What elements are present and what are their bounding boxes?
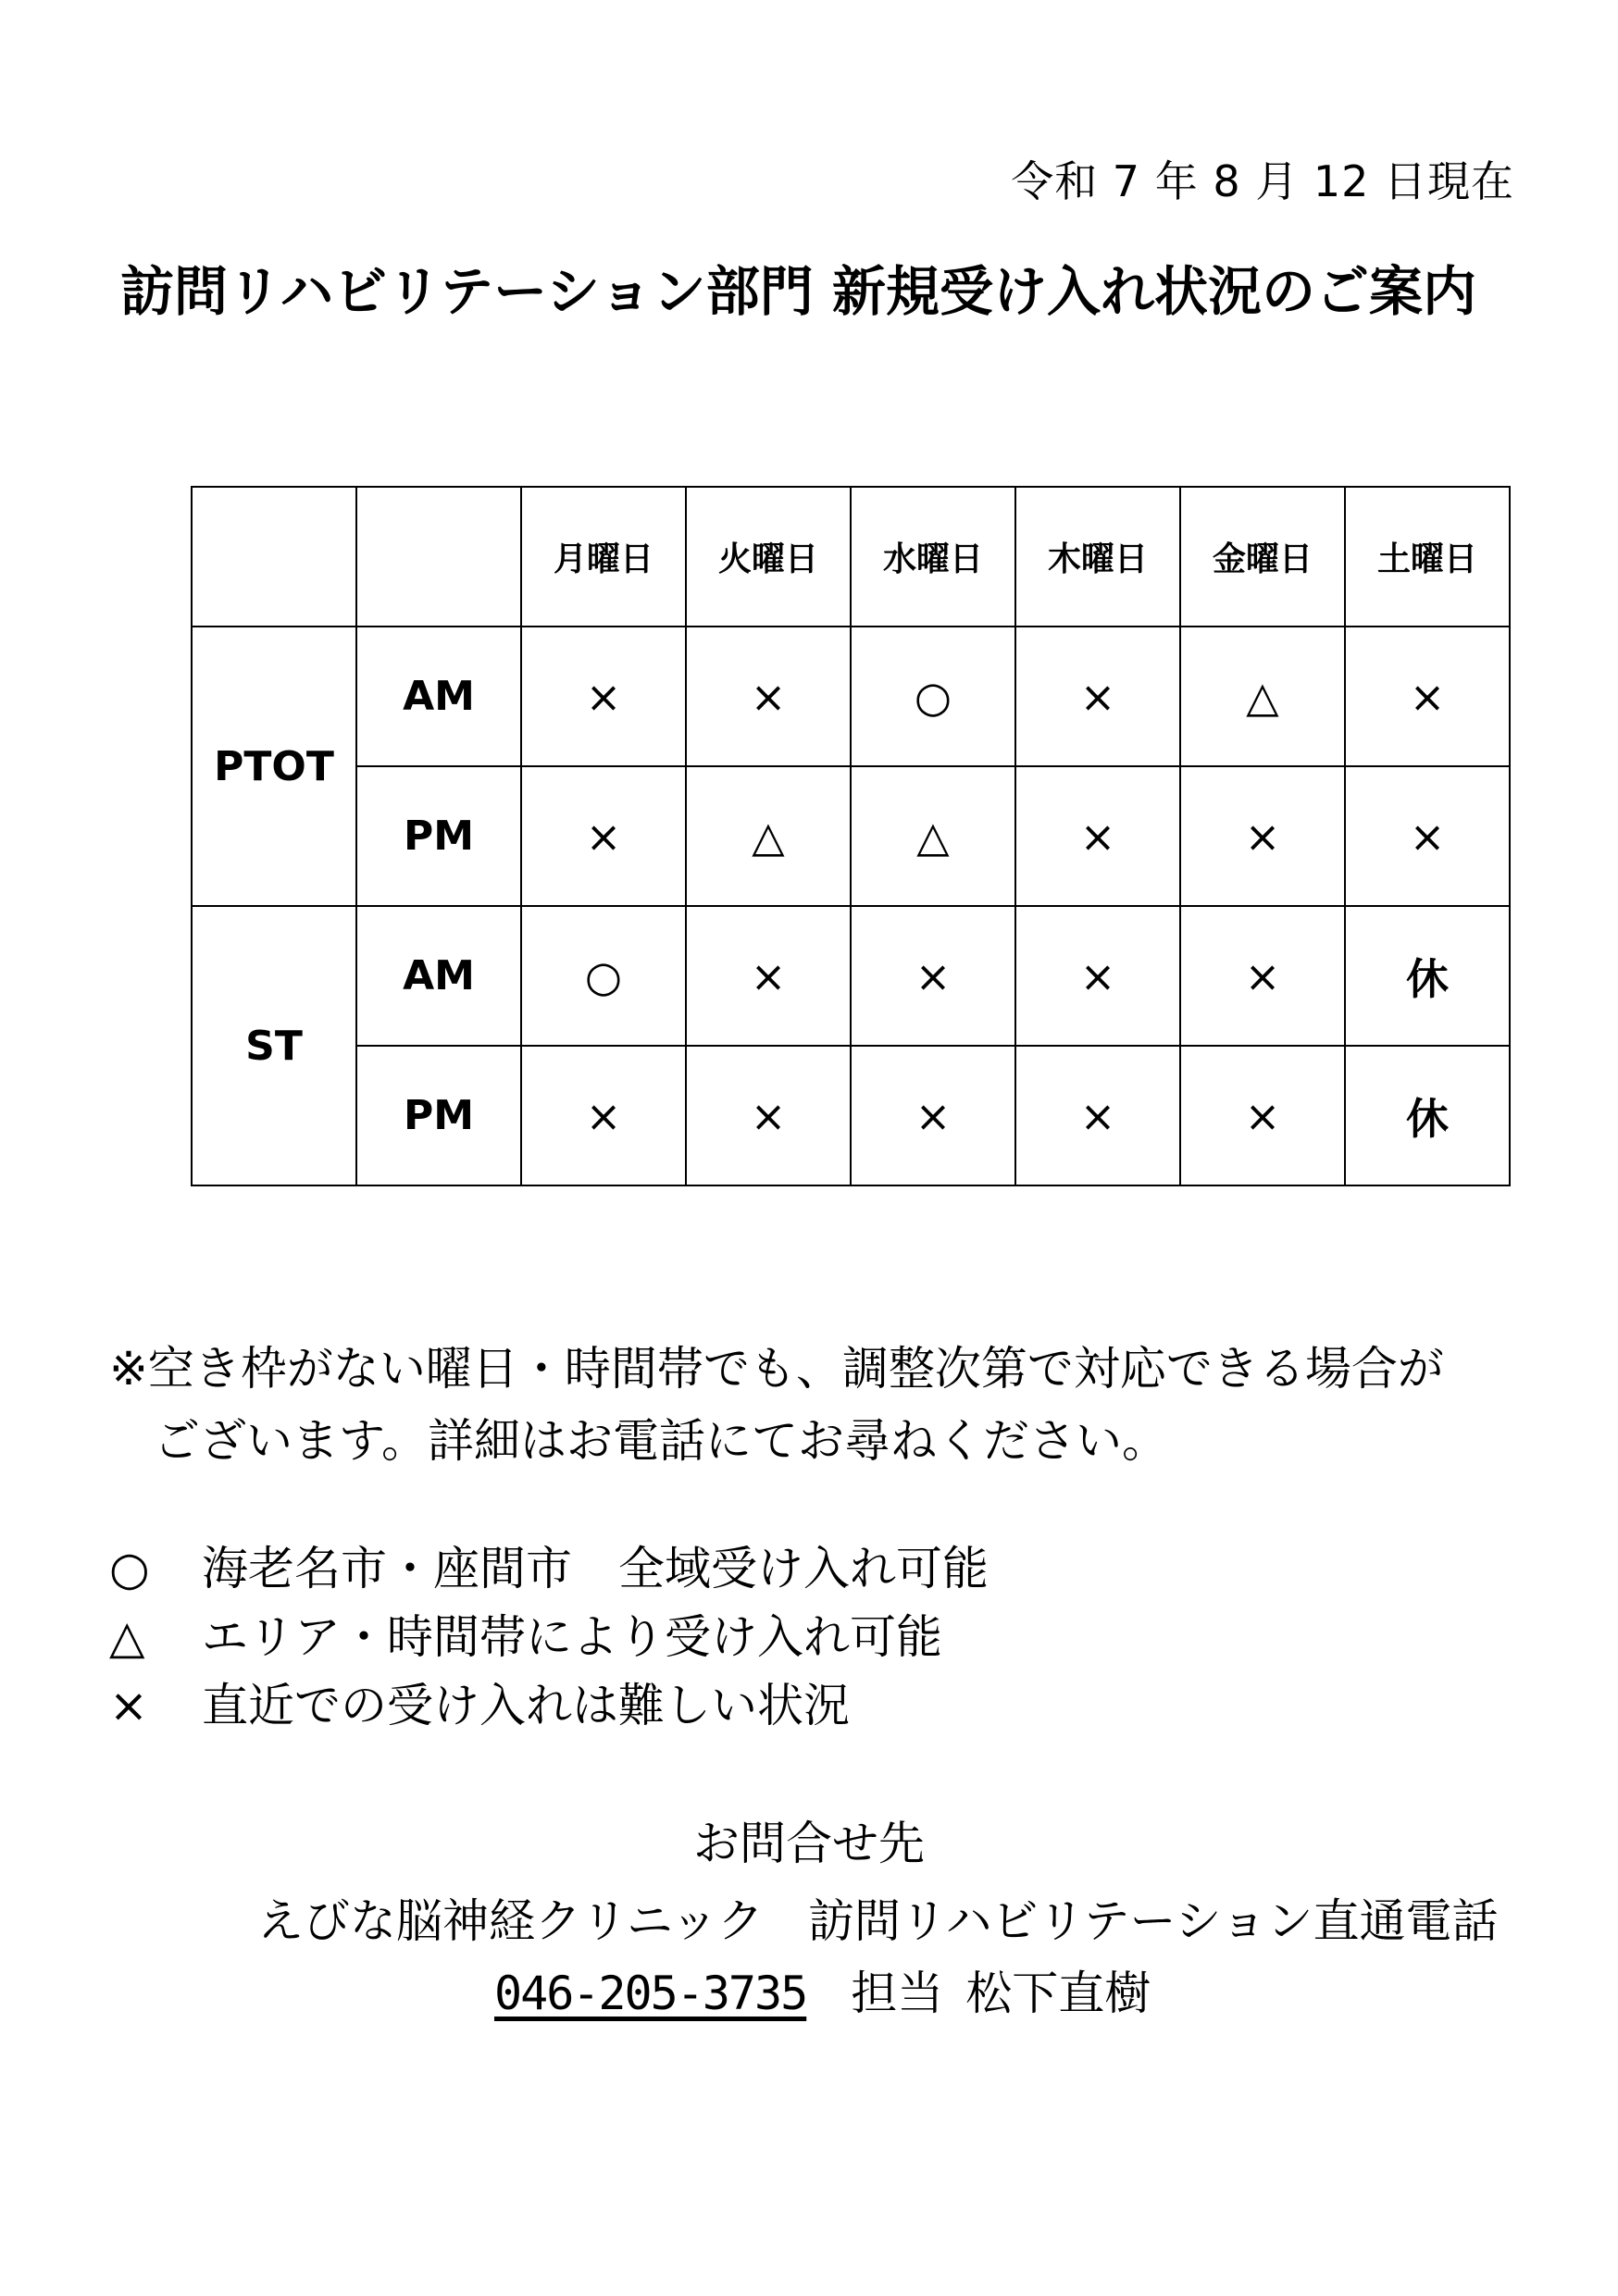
availability-mark: ×: [1180, 766, 1345, 906]
table-row: [192, 766, 1510, 906]
availability-mark: 休: [1345, 906, 1510, 1046]
contact-line: [494, 1956, 1151, 2023]
page-title: 訪問リハビリテーション部門 新規受け入れ状況のご案内: [120, 260, 1476, 323]
contact-line: [257, 1884, 1499, 1951]
day-header: 木曜日: [1015, 487, 1180, 627]
availability-table: [191, 486, 1511, 1186]
availability-mark: ×: [851, 1046, 1015, 1185]
availability-mark: ×: [521, 766, 686, 906]
legend-text: エリア・時間帯により受け入れ可能: [202, 1610, 942, 1664]
day-header: 土曜日: [1345, 487, 1510, 627]
availability-mark: ×: [1180, 906, 1345, 1046]
availability-mark: ○: [521, 906, 686, 1046]
legend-item: [109, 1671, 989, 1740]
availability-mark: ○: [851, 627, 1015, 766]
availability-mark: ×: [521, 1046, 686, 1185]
slot-label: PM: [356, 766, 521, 906]
availability-mark: ×: [1015, 906, 1180, 1046]
availability-mark: ×: [686, 1046, 851, 1185]
legend-text: 海老名市・座間市 全域受け入れ可能: [202, 1542, 989, 1595]
legend-symbol: ×: [109, 1679, 148, 1732]
day-header: 火曜日: [686, 487, 851, 627]
legend-symbol: ○: [109, 1542, 150, 1595]
table-row: [192, 906, 1510, 1046]
day-header: 金曜日: [1180, 487, 1345, 627]
availability-mark: ×: [1345, 766, 1510, 906]
person-label: 担当: [851, 1967, 944, 2020]
availability-mark: △: [686, 766, 851, 906]
slot-label: AM: [356, 906, 521, 1046]
table-row: [192, 627, 1510, 766]
availability-mark: ×: [1180, 1046, 1345, 1185]
availability-mark: ×: [1015, 766, 1180, 906]
person-name: 松下直樹: [965, 1967, 1151, 2020]
clinic-name: えびな脳神経クリニック: [257, 1894, 764, 1948]
note-line: ※空き枠がない曜日・時間帯でも、調整次第で対応できる場合が: [109, 1342, 1444, 1396]
legend-text: 直近での受け入れは難しい状況: [202, 1679, 850, 1732]
note-paragraph: [109, 1333, 1444, 1477]
table-row: [192, 1046, 1510, 1185]
phone-number[interactable]: 046-205-3735: [494, 1967, 807, 2020]
legend: [109, 1534, 989, 1740]
day-header: 水曜日: [851, 487, 1015, 627]
legend-item: [109, 1534, 989, 1603]
availability-mark: ×: [686, 627, 851, 766]
header-blank-cell: [192, 487, 356, 627]
availability-mark: 休: [1345, 1046, 1510, 1185]
contact-heading: お問合せ先: [693, 1817, 925, 1870]
availability-mark: ×: [1345, 627, 1510, 766]
availability-mark: ×: [686, 906, 851, 1046]
header-blank-cell: [356, 487, 521, 627]
availability-mark: △: [1180, 627, 1345, 766]
department-name: 訪問リハビリテーション直通電話: [808, 1894, 1499, 1948]
day-header: 月曜日: [521, 487, 686, 627]
legend-item: [109, 1603, 989, 1671]
note-line: ございます。詳細はお電話にてお尋ねください。: [154, 1414, 1168, 1468]
availability-mark: ×: [1015, 1046, 1180, 1185]
availability-mark: △: [851, 766, 1015, 906]
slot-label: AM: [356, 627, 521, 766]
slot-label: PM: [356, 1046, 521, 1185]
availability-mark: ×: [851, 906, 1015, 1046]
group-label: PTOT: [192, 627, 356, 906]
availability-mark: ×: [521, 627, 686, 766]
table-header-row: [192, 487, 1510, 627]
group-label: ST: [192, 906, 356, 1185]
date-stamp: 令和 7 年 8 月 12 日現在: [1011, 156, 1514, 206]
legend-symbol: △: [109, 1610, 145, 1664]
availability-mark: ×: [1015, 627, 1180, 766]
